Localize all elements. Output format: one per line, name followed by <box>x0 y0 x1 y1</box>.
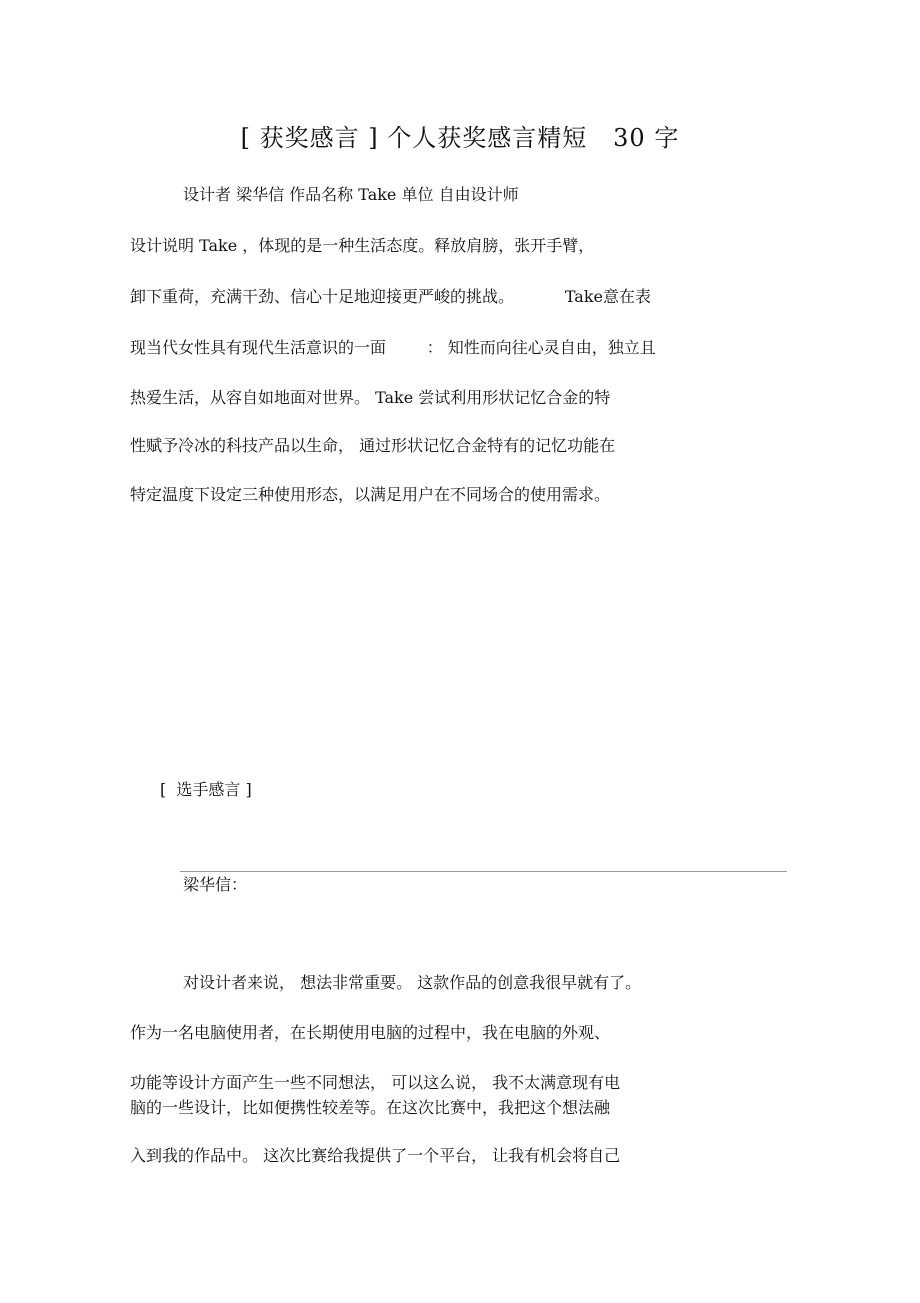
divider <box>180 871 787 872</box>
section-heading: [ 选手感言 ] <box>160 780 252 799</box>
paragraph-line: 作为一名电脑使用者，在长期使用电脑的过程中，我在电脑的外观、 <box>130 1023 611 1042</box>
page-title: [ 获奖感言 ] 个人获奖感言精短 30 字 <box>240 124 680 152</box>
paragraph-line: 现当代女性具有现代生活意识的一面 ： 知性而向往心灵自由，独立且 <box>130 338 656 357</box>
paragraph-line: 性赋予冷冰的科技产品以生命， 通过形状记忆合金特有的记忆功能在 <box>130 436 616 455</box>
speaker-name: 梁华信： <box>183 875 248 894</box>
paragraph-line: 功能等设计方面产生一些不同想法， 可以这么说， 我不太满意现有电 <box>130 1073 621 1092</box>
paragraph-line: 热爱生活，从容自如地面对世界。 Take 尝试利用形状记忆合金的特 <box>130 388 611 407</box>
paragraph-line: 对设计者来说， 想法非常重要。 这款作品的创意我很早就有了。 <box>183 973 642 992</box>
paragraph-line: 设计说明 Take ，体现的是一种生活态度。释放肩膀，张开手臂， <box>130 236 595 255</box>
paragraph-line: 特定温度下设定三种使用形态，以满足用户在不同场合的使用需求。 <box>130 485 611 504</box>
paragraph-line: 入到我的作品中。 这次比赛给我提供了一个平台， 让我有机会将自己 <box>130 1146 621 1165</box>
paragraph-line: 卸下重荷，充满干劲、信心十足地迎接更严峻的挑战。 Take意在表 <box>130 287 651 306</box>
paragraph-line: 脑的一些设计，比如便携性较差等。在这次比赛中，我把这个想法融 <box>130 1098 611 1117</box>
designer-info-line: 设计者 梁华信 作品名称 Take 单位 自由设计师 <box>183 185 519 204</box>
